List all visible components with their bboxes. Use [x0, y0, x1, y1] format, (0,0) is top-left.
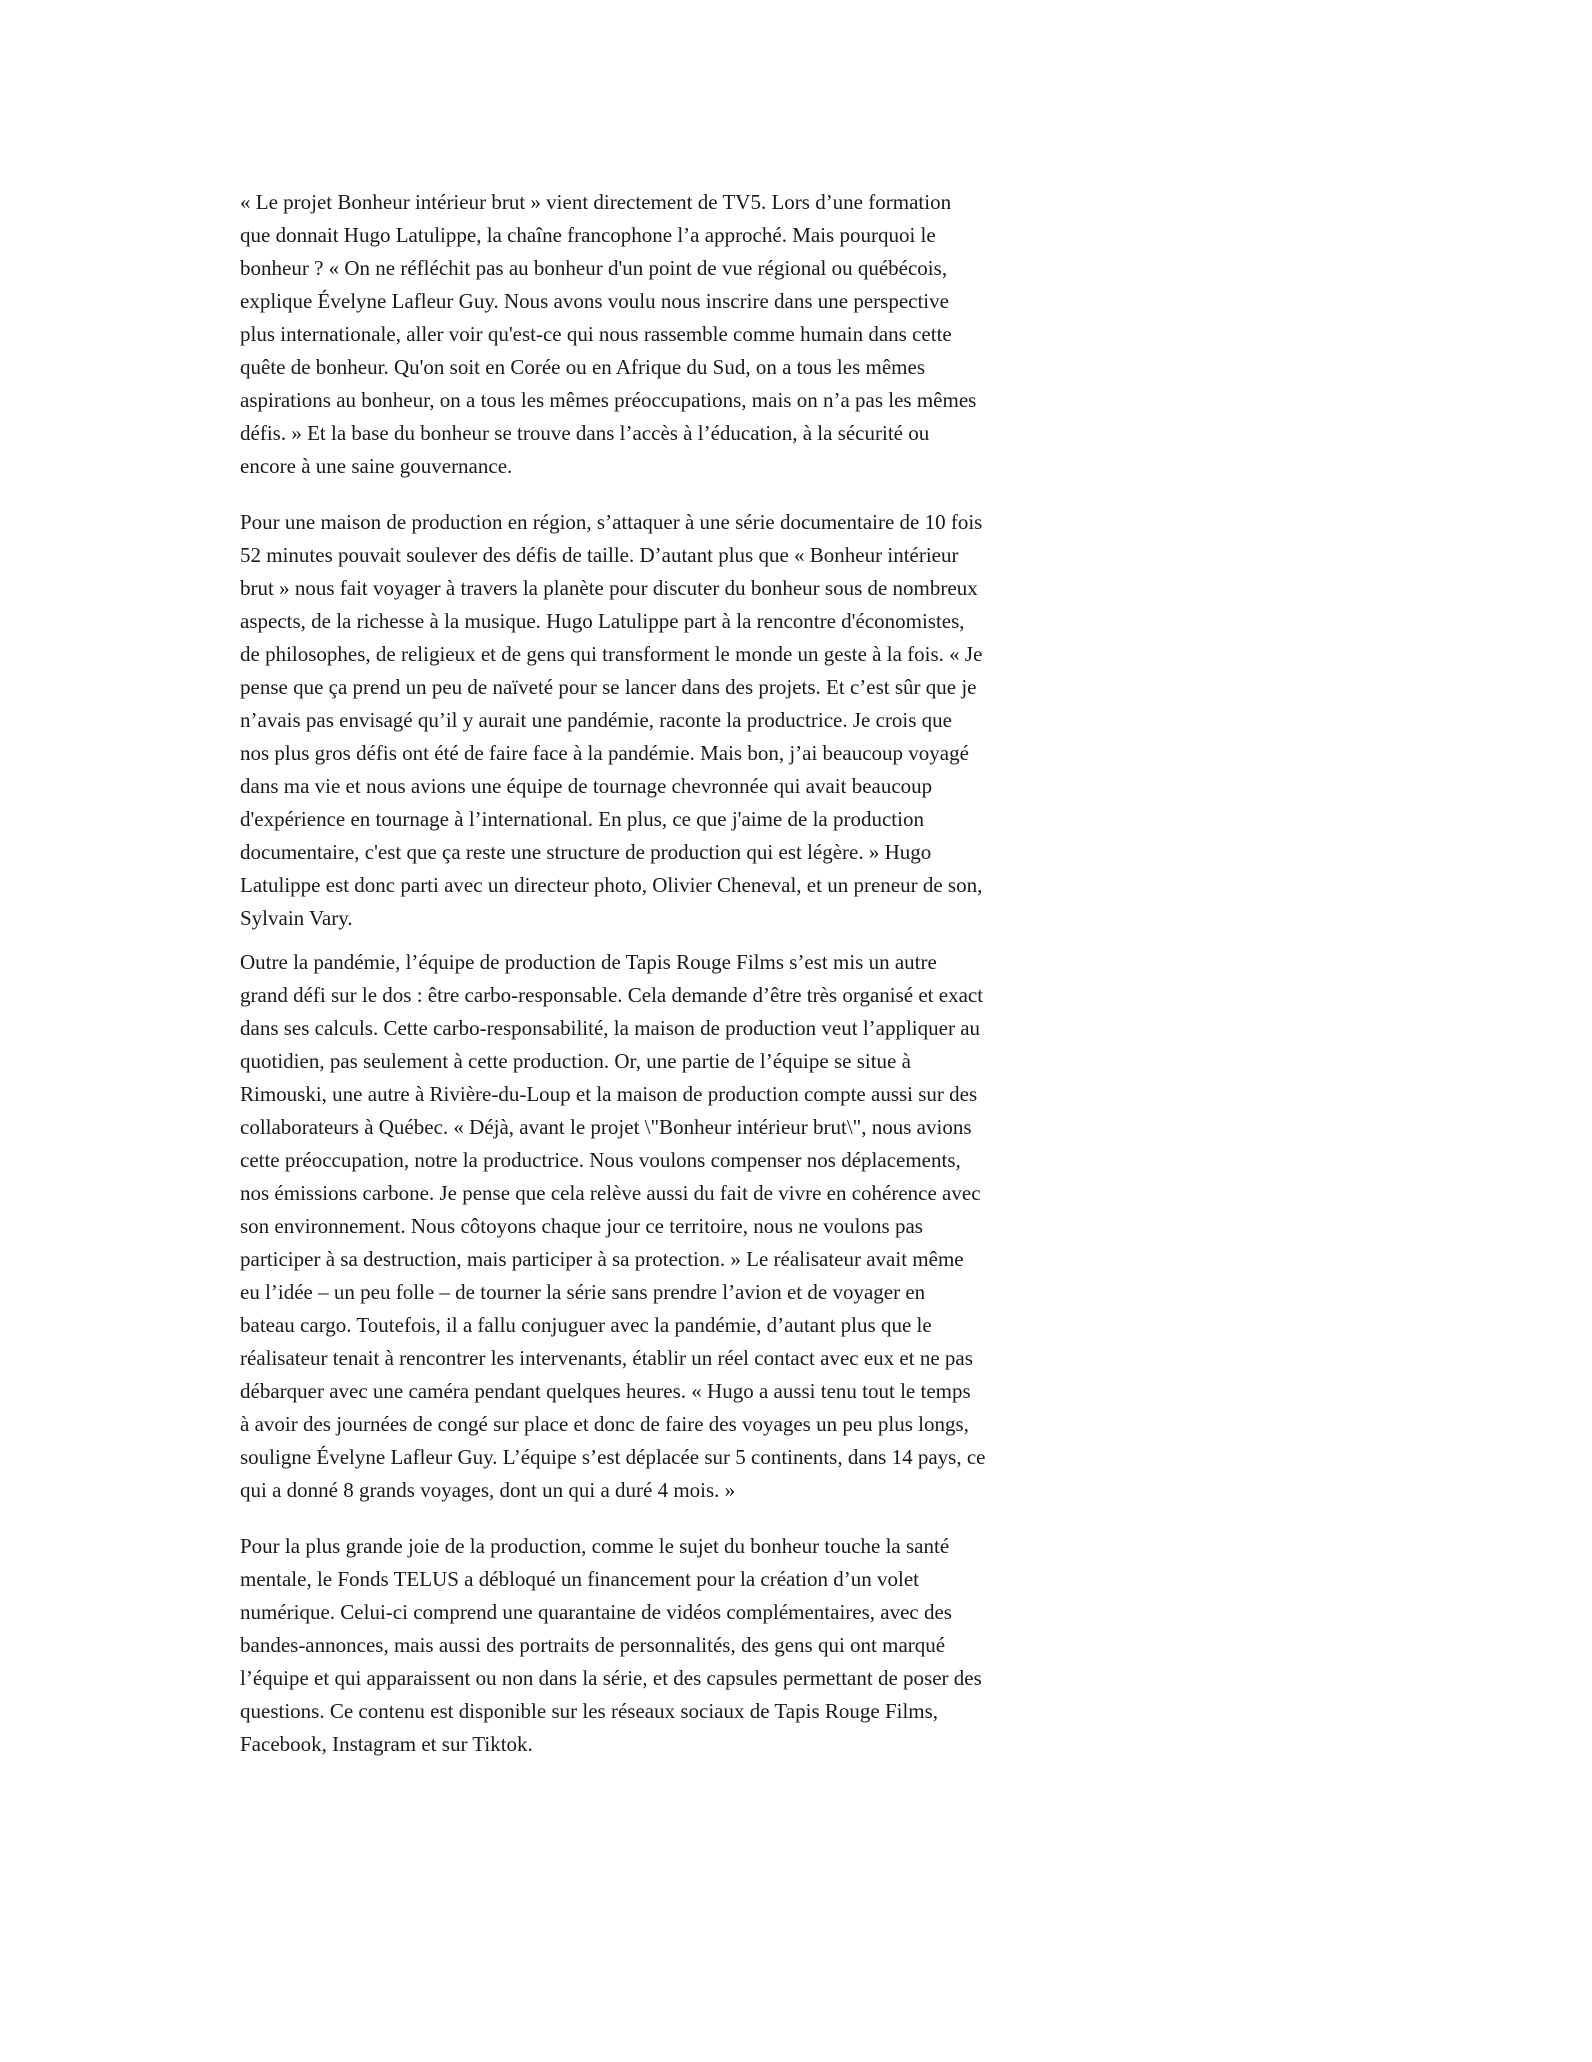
paragraph-line: Sylvain Vary. [240, 906, 353, 930]
paragraph-line: plus internationale, aller voir qu'est-ce qui nous rassemble comme humain dans cette [240, 322, 952, 346]
paragraph-line: bonheur ? « On ne réfléchit pas au bonheur d'un point de vue régional ou québécois, [240, 256, 948, 280]
paragraph-line: n’avais pas envisagé qu’il y aurait une pandémie, raconte la productrice. Je crois que [240, 708, 952, 732]
paragraph-line: nos plus gros défis ont été de faire face à la pandémie. Mais bon, j’ai beaucoup voyagé [240, 741, 969, 765]
paragraph-line: nos émissions carbone. Je pense que cela relève aussi du fait de vivre en cohérence avec [240, 1181, 981, 1205]
paragraph-line: explique Évelyne Lafleur Guy. Nous avons voulu nous inscrire dans une perspective [240, 289, 949, 313]
paragraph-line: d'expérience en tournage à l’international. En plus, ce que j'aime de la production [240, 807, 924, 831]
paragraph-line: à avoir des journées de congé sur place et donc de faire des voyages un peu plus longs, [240, 1412, 969, 1436]
paragraph-spacer [240, 935, 1040, 946]
paragraph-line: de philosophes, de religieux et de gens qui transforment le monde un geste à la fois. « Je [240, 642, 983, 666]
paragraph-line: questions. Ce contenu est disponible sur les réseaux sociaux de Tapis Rouge Films, [240, 1699, 939, 1723]
paragraph-line: numérique. Celui-ci comprend une quarantaine de vidéos complémentaires, avec des [240, 1600, 952, 1624]
paragraph-line: aspirations au bonheur, on a tous les mêmes préoccupations, mais on n’a pas les mêmes [240, 388, 977, 412]
paragraph-line: Outre la pandémie, l’équipe de production de Tapis Rouge Films s’est mis un autre [240, 950, 937, 974]
paragraph-line: « Le projet Bonheur intérieur brut » vient directement de TV5. Lors d’une formation [240, 190, 952, 214]
paragraph-spacer [240, 483, 1040, 506]
paragraph-4 [240, 1530, 1040, 1761]
paragraph-line: souligne Évelyne Lafleur Guy. L’équipe s’est déplacée sur 5 continents, dans 14 pays, ce [240, 1445, 986, 1469]
paragraph-line: l’équipe et qui apparaissent ou non dans la série, et des capsules permettant de poser des [240, 1666, 982, 1690]
paragraph-line: Pour la plus grande joie de la production, comme le sujet du bonheur touche la santé [240, 1534, 950, 1558]
paragraph-line: brut » nous fait voyager à travers la planète pour discuter du bonheur sous de nombreux [240, 576, 978, 600]
paragraph-line: débarquer avec une caméra pendant quelques heures. « Hugo a aussi tenu tout le temps [240, 1379, 971, 1403]
paragraph-line: Rimouski, une autre à Rivière-du-Loup et la maison de production compte aussi sur des [240, 1082, 978, 1106]
paragraph-line: 52 minutes pouvait soulever des défis de taille. D’autant plus que « Bonheur intérieur [240, 543, 959, 567]
paragraph-line: dans ses calculs. Cette carbo-responsabilité, la maison de production veut l’appliquer au [240, 1016, 981, 1040]
paragraph-line: eu l’idée – un peu folle – de tourner la série sans prendre l’avion et de voyager en [240, 1280, 926, 1304]
paragraph-line: participer à sa destruction, mais participer à sa protection. » Le réalisateur avait même [240, 1247, 964, 1271]
paragraph-2 [240, 506, 1040, 935]
paragraph-line: documentaire, c'est que ça reste une structure de production qui est légère. » Hugo [240, 840, 932, 864]
paragraph-line: aspects, de la richesse à la musique. Hugo Latulippe part à la rencontre d'économistes, [240, 609, 965, 633]
paragraph-line: grand défi sur le dos : être carbo-responsable. Cela demande d’être très organisé et exact [240, 983, 984, 1007]
paragraph-line: mentale, le Fonds TELUS a débloqué un financement pour la création d’un volet [240, 1567, 920, 1591]
paragraph-line: Pour une maison de production en région, s’attaquer à une série documentaire de 10 fois [240, 510, 983, 534]
paragraph-line: quotidien, pas seulement à cette production. Or, une partie de l’équipe se situe à [240, 1049, 911, 1073]
paragraph-line: bateau cargo. Toutefois, il a fallu conjuguer avec la pandémie, d’autant plus que le [240, 1313, 932, 1337]
paragraph-line: encore à une saine gouvernance. [240, 454, 513, 478]
paragraph-line: réalisateur tenait à rencontrer les intervenants, établir un réel contact avec eux et ne pas [240, 1346, 973, 1370]
paragraph-line: pense que ça prend un peu de naïveté pour se lancer dans des projets. Et c’est sûr que je [240, 675, 977, 699]
paragraph-3 [240, 946, 1040, 1507]
paragraph-line: Facebook, Instagram et sur Tiktok. [240, 1732, 533, 1756]
paragraph-line: dans ma vie et nous avions une équipe de tournage chevronnée qui avait beaucoup [240, 774, 933, 798]
paragraph-line: collaborateurs à Québec. « Déjà, avant le projet \"Bonheur intérieur brut\", nous avions [240, 1115, 972, 1139]
article-body [240, 186, 1040, 1761]
paragraph-spacer [240, 1507, 1040, 1530]
paragraph-line: qui a donné 8 grands voyages, dont un qui a duré 4 mois. » [240, 1478, 736, 1502]
paragraph-line: Latulippe est donc parti avec un directeur photo, Olivier Cheneval, et un preneur de son, [240, 873, 983, 897]
paragraph-line: cette préoccupation, notre la productrice. Nous voulons compenser nos déplacements, [240, 1148, 961, 1172]
paragraph-1 [240, 186, 1040, 483]
paragraph-line: quête de bonheur. Qu'on soit en Corée ou en Afrique du Sud, on a tous les mêmes [240, 355, 925, 379]
paragraph-line: son environnement. Nous côtoyons chaque jour ce territoire, nous ne voulons pas [240, 1214, 923, 1238]
paragraph-line: défis. » Et la base du bonheur se trouve dans l’accès à l’éducation, à la sécurité ou [240, 421, 930, 445]
paragraph-line: bandes-annonces, mais aussi des portraits de personnalités, des gens qui ont marqué [240, 1633, 946, 1657]
paragraph-line: que donnait Hugo Latulippe, la chaîne francophone l’a approché. Mais pourquoi le [240, 223, 936, 247]
